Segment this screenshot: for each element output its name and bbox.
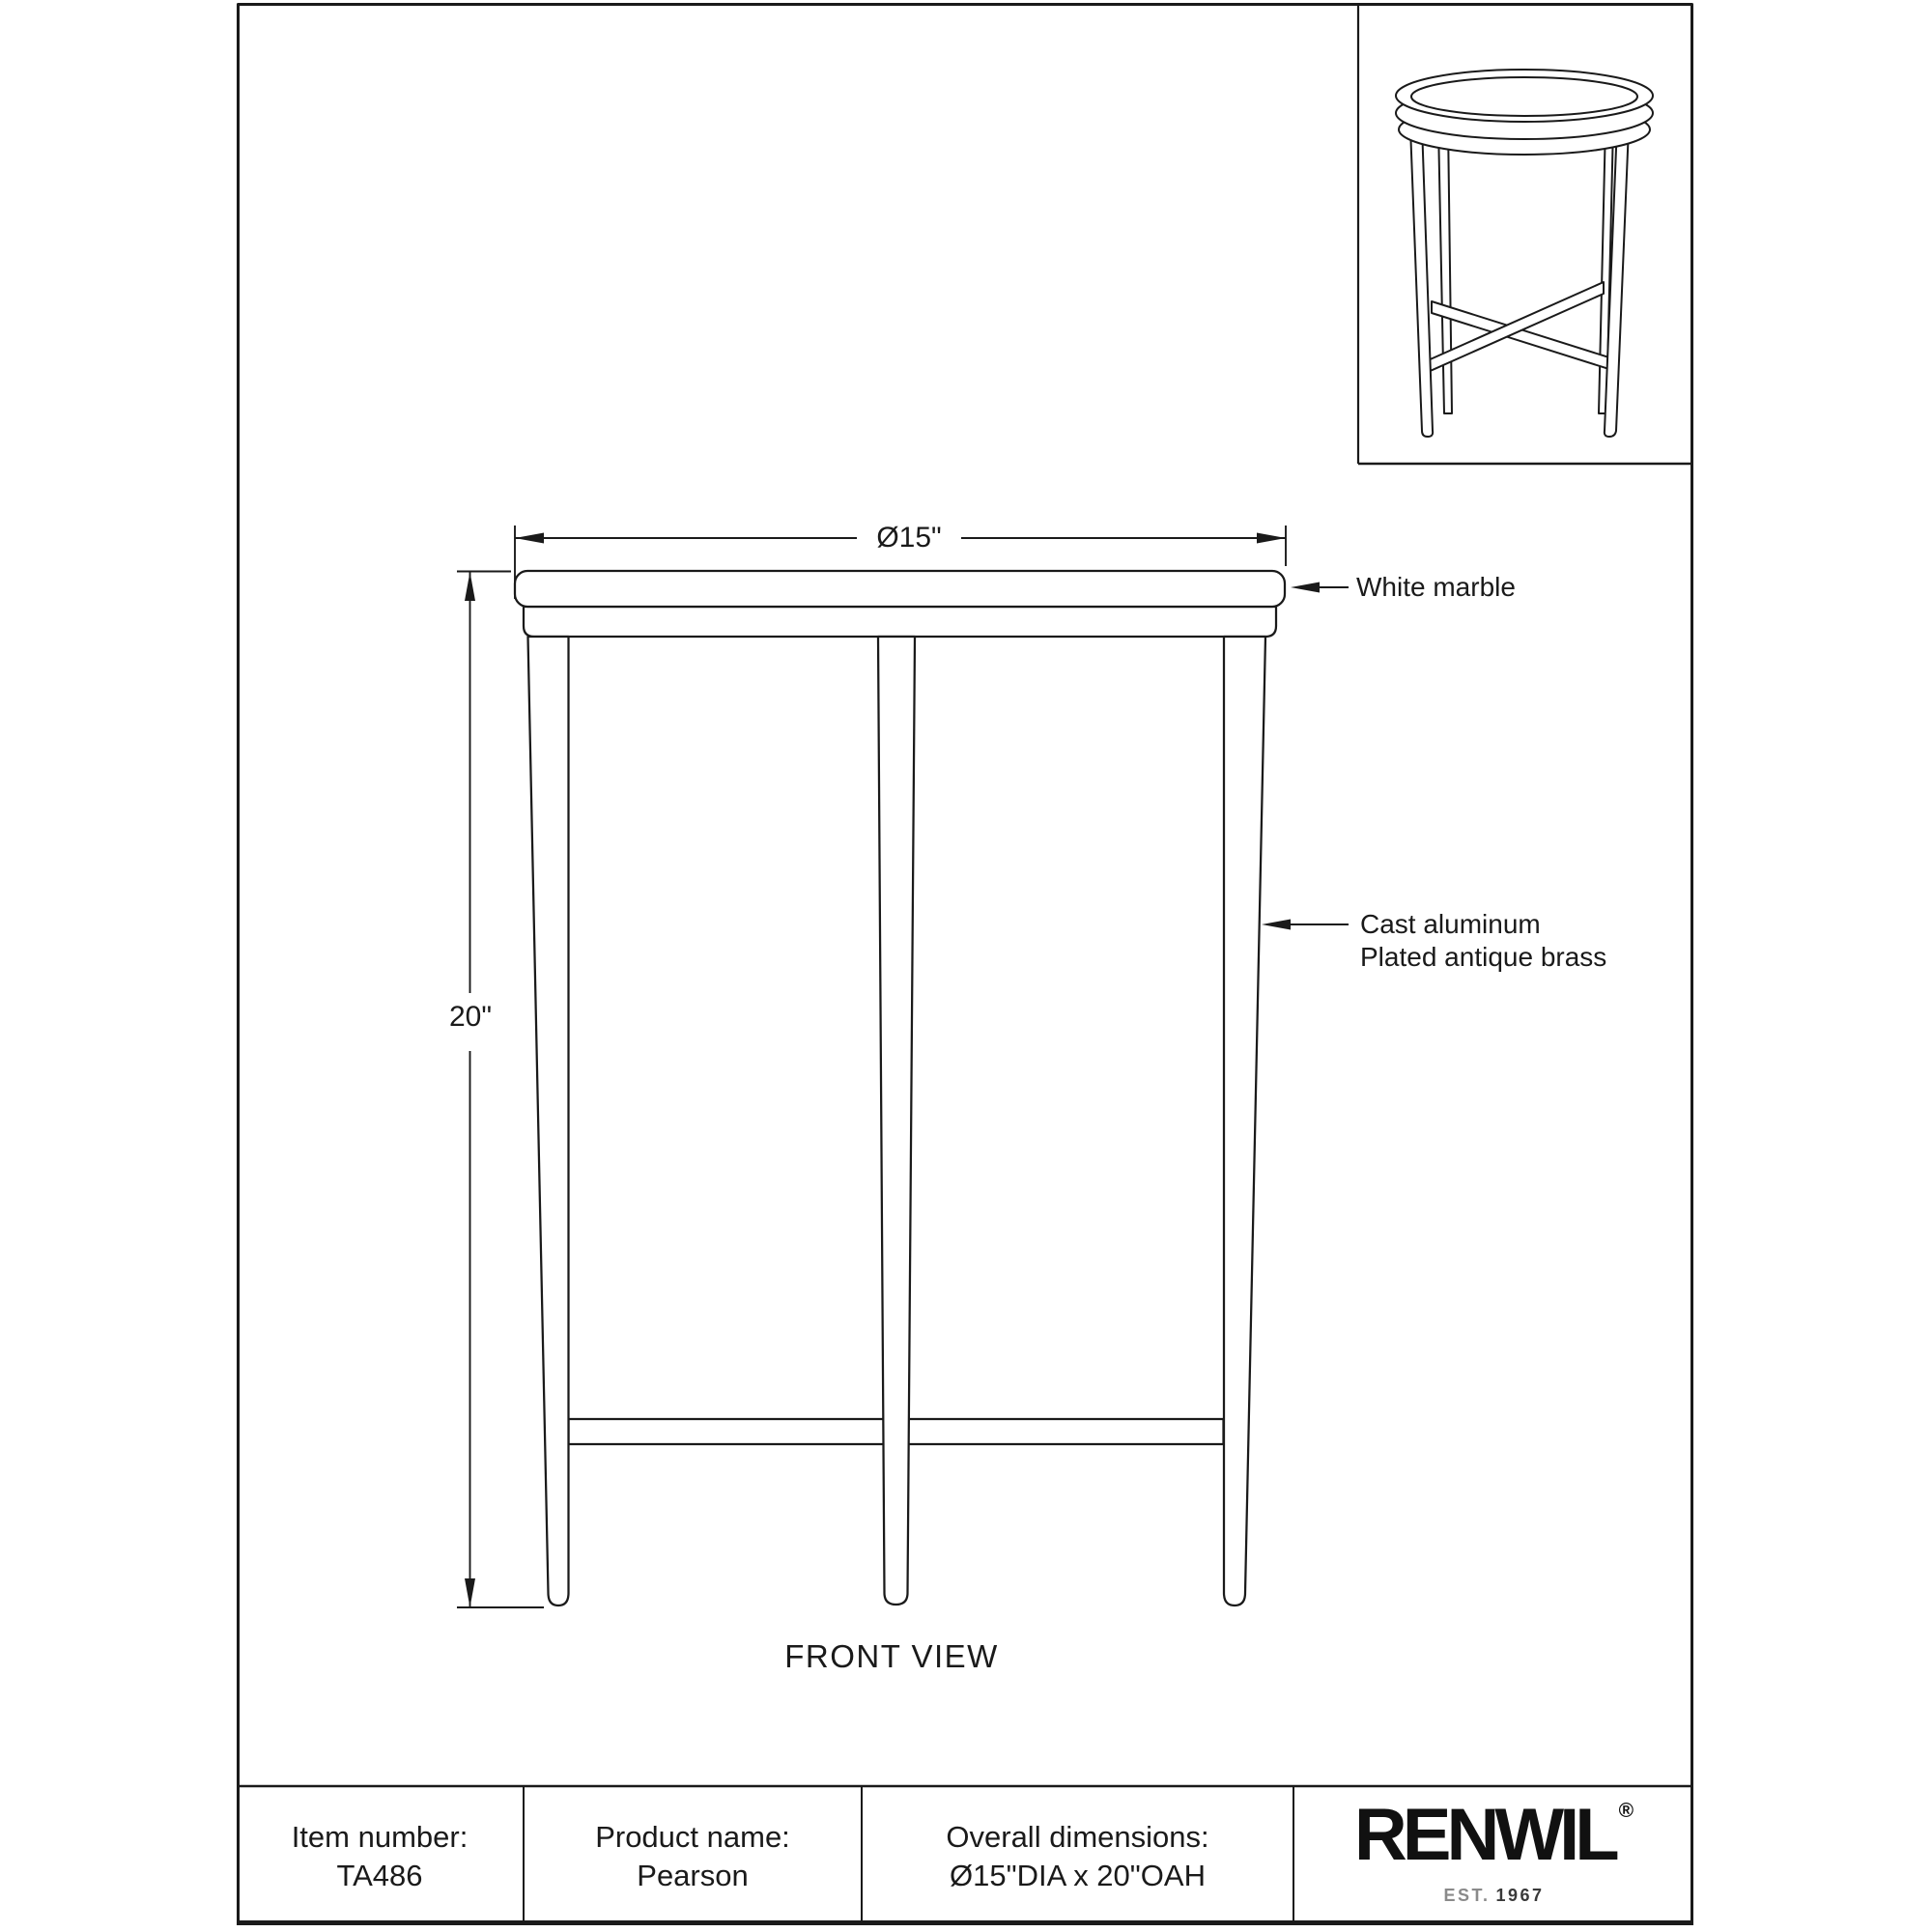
registered-trademark-symbol: ®	[1618, 1799, 1634, 1822]
center-leg	[878, 637, 915, 1605]
item-number-value: TA486	[336, 1858, 423, 1892]
title-block-cell-product-name	[523, 1785, 861, 1925]
front-view-drawing	[515, 571, 1285, 1605]
overall-dimensions-value: Ø15"DIA x 20"OAH	[950, 1858, 1206, 1892]
leader-cast-aluminum	[1262, 920, 1349, 930]
white-marble-label: White marble	[1356, 572, 1516, 602]
leader-white-marble	[1291, 582, 1349, 593]
arrowhead-left	[1291, 582, 1320, 593]
inset-perspective-drawing	[1396, 70, 1653, 437]
front-view-caption: FRONT VIEW	[784, 1638, 999, 1674]
brand-logo	[1353, 1793, 1634, 1876]
title-block-cell-item-number	[237, 1785, 523, 1925]
est-year: 1967	[1495, 1885, 1545, 1905]
marble-top	[515, 571, 1285, 607]
product-name-label: Product name:	[595, 1819, 790, 1854]
title-block-cell-overall-dimensions	[861, 1785, 1293, 1925]
arrowhead-right	[1257, 533, 1286, 544]
title-block-cell-brand	[1293, 1785, 1693, 1925]
arrowhead-down	[465, 1578, 475, 1607]
title-block	[237, 1785, 1693, 1925]
est-label: EST.	[1443, 1885, 1491, 1905]
inset-front-left-leg	[1410, 126, 1433, 437]
brand-established	[1443, 1876, 1544, 1915]
left-leg	[528, 637, 569, 1605]
right-leg	[1224, 637, 1265, 1605]
arrowhead-left	[515, 533, 544, 544]
item-number-label: Item number:	[291, 1819, 469, 1854]
inset-stretcher-bar	[1432, 301, 1615, 371]
arrowhead-up	[465, 572, 475, 601]
height-dimension-label: 20"	[443, 1001, 497, 1034]
leg-material-line1: Cast aluminum	[1360, 909, 1541, 939]
leg-material-line2: Plated antique brass	[1360, 942, 1607, 972]
apron-band	[524, 607, 1276, 637]
inset-back-left-leg	[1438, 124, 1452, 413]
brand-name: RENWIL	[1353, 1793, 1615, 1876]
leg-material-label	[1360, 908, 1606, 974]
diameter-dimension-label: Ø15"	[870, 522, 947, 554]
overall-dimensions-label: Overall dimensions:	[946, 1819, 1209, 1854]
arrowhead-left	[1262, 920, 1291, 930]
product-name-value: Pearson	[637, 1858, 749, 1892]
